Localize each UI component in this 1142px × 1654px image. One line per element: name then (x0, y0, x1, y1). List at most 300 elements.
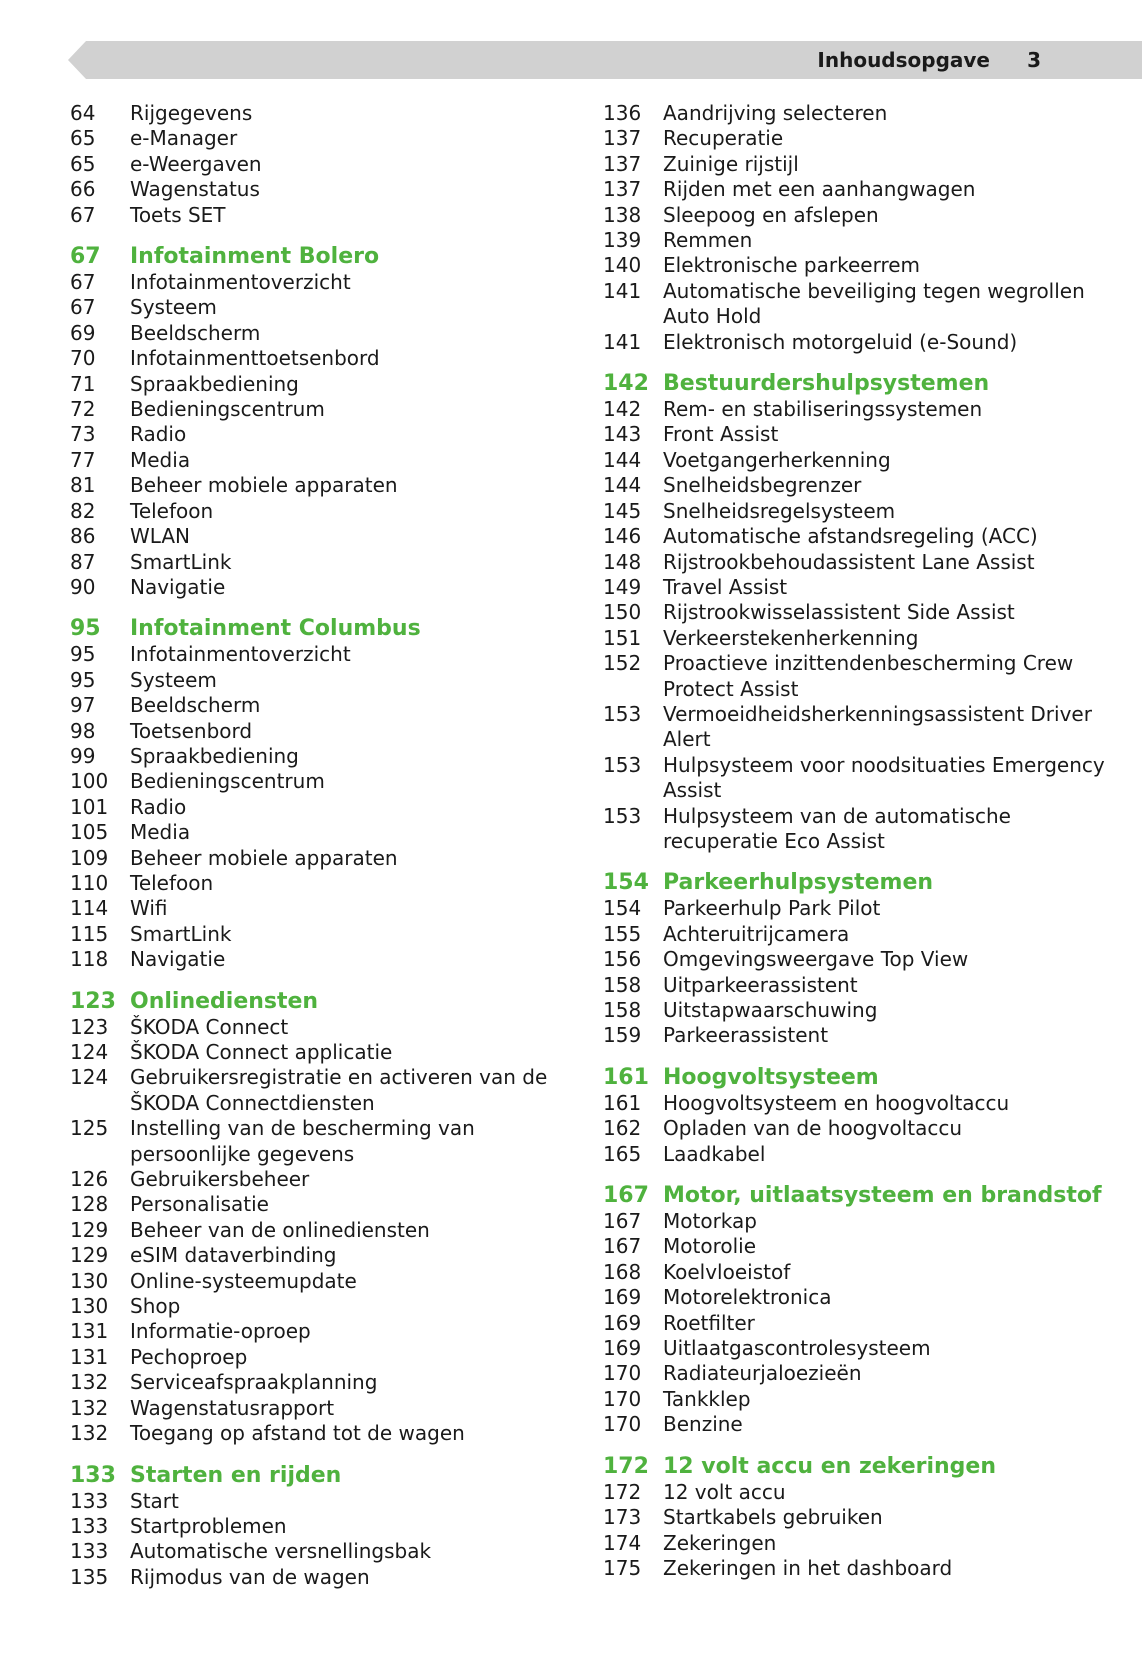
entry-page-number: 123 (70, 1014, 109, 1039)
entry-title: Toetsenbord (130, 718, 253, 743)
entry-page-number: 137 (603, 177, 642, 202)
entry-page-number: 140 (603, 253, 642, 278)
entry-title: Parkeerhulp Park Pilot (663, 896, 881, 921)
entry-page-number: 151 (603, 625, 642, 650)
toc-section-heading[interactable] (603, 1183, 1123, 1209)
entry-title: Media (130, 447, 191, 472)
toc-section-heading[interactable] (70, 1463, 570, 1489)
toc-entry[interactable] (603, 1209, 1123, 1234)
toc-entry[interactable] (70, 372, 570, 397)
entry-page-number: 174 (603, 1530, 642, 1555)
entry-page-number: 141 (603, 329, 642, 354)
toc-entry[interactable] (70, 1514, 570, 1539)
entry-page-number: 65 (70, 126, 96, 151)
toc-entry[interactable] (603, 279, 1123, 330)
entry-title: Bedieningscentrum (130, 769, 325, 794)
entry-title: Hoogvoltsysteem en hoogvoltaccu (663, 1090, 1010, 1115)
entry-page-number: 158 (603, 972, 642, 997)
section-title: Onlinediensten (130, 988, 319, 1014)
entry-title: Rem- en stabiliseringssystemen (663, 397, 983, 422)
toc-entry[interactable] (603, 1480, 1123, 1505)
entry-title: Gebruikersregistratie en activeren van de ŠKODA Connectdiensten (130, 1065, 548, 1115)
entry-page-number: 159 (603, 1023, 642, 1048)
toc-entry[interactable] (70, 1489, 570, 1514)
toc-entry[interactable] (603, 1091, 1123, 1116)
entry-title: Benzine (663, 1412, 743, 1437)
entry-title: Remmen (663, 228, 753, 253)
entry-title: Telefoon (130, 498, 214, 523)
section-page-number: 167 (603, 1183, 649, 1209)
entry-page-number: 71 (70, 371, 96, 396)
entry-title: Systeem (130, 295, 217, 320)
entry-title: Automatische beveiliging tegen wegrollen Auto Hold (663, 278, 1085, 329)
entry-page-number: 95 (70, 667, 96, 692)
entry-title: SmartLink (130, 921, 232, 946)
toc-entry[interactable] (603, 973, 1123, 998)
entry-title: 12 volt accu (663, 1479, 786, 1504)
toc-entry[interactable] (70, 101, 570, 126)
entry-title: Recuperatie (663, 126, 784, 151)
toc-entry[interactable] (70, 947, 570, 972)
entry-title: Opladen van de hoogvoltaccu (663, 1116, 963, 1141)
toc-entry[interactable] (70, 719, 570, 744)
entry-page-number: 170 (603, 1386, 642, 1411)
toc-left-column (70, 101, 570, 1590)
entry-title: Infotainmentoverzicht (130, 642, 351, 667)
toc-entry[interactable] (70, 820, 570, 845)
toc-entry[interactable] (70, 1539, 570, 1564)
section-title: Infotainment Bolero (130, 244, 380, 270)
entry-title: Proactieve inzittendenbescherming Crew Protect Assist (663, 651, 1074, 701)
toc-entry[interactable] (70, 922, 570, 947)
section-page-number: 67 (70, 244, 101, 270)
entry-page-number: 167 (603, 1209, 642, 1234)
entry-page-number: 109 (70, 845, 109, 870)
toc-entry[interactable] (603, 524, 1123, 549)
entry-title: Online-systeemupdate (130, 1268, 357, 1293)
entry-page-number: 158 (603, 998, 642, 1022)
entry-title: Verkeerstekenherkenning (663, 625, 919, 650)
entry-title: Personalisatie (130, 1192, 269, 1217)
entry-title: Beeldscherm (130, 320, 261, 345)
entry-page-number: 115 (70, 921, 109, 946)
entry-page-number: 64 (70, 101, 96, 125)
entry-page-number: 118 (70, 947, 109, 972)
toc-entry[interactable] (70, 499, 570, 524)
toc-entry[interactable] (70, 1040, 570, 1065)
page-number: 3 (1027, 48, 1041, 72)
toc-entry[interactable] (70, 744, 570, 769)
entry-page-number: 72 (70, 397, 96, 422)
toc-entry[interactable] (70, 1294, 570, 1319)
entry-page-number: 162 (603, 1116, 642, 1141)
entry-page-number: 95 (70, 642, 96, 667)
entry-page-number: 167 (603, 1234, 642, 1259)
entry-title: Beheer mobiele apparaten (130, 845, 398, 870)
toc-entry[interactable] (603, 1023, 1123, 1048)
toc-entry[interactable] (603, 804, 1123, 855)
entry-title: Shop (130, 1294, 181, 1319)
toc-section-heading[interactable] (603, 1454, 1123, 1480)
entry-page-number: 146 (603, 524, 642, 549)
toc-entry[interactable] (70, 1243, 570, 1268)
toc-entry[interactable] (70, 1421, 570, 1446)
entry-page-number: 136 (603, 101, 642, 125)
toc-entry[interactable] (603, 1336, 1123, 1361)
toc-entry[interactable] (70, 846, 570, 871)
toc-entry[interactable] (70, 1218, 570, 1243)
entry-page-number: 66 (70, 177, 96, 202)
entry-page-number: 150 (603, 600, 642, 625)
section-title: Hoogvoltsysteem (663, 1064, 879, 1090)
entry-page-number: 131 (70, 1319, 109, 1344)
toc-entry[interactable] (603, 550, 1123, 575)
entry-title: Voetgangerherkenning (663, 447, 891, 472)
entry-title: Spraakbediening (130, 743, 299, 768)
entry-page-number: 129 (70, 1217, 109, 1242)
entry-page-number: 149 (603, 574, 642, 599)
entry-title: Travel Assist (663, 574, 788, 599)
entry-title: Achteruitrijcamera (663, 921, 850, 946)
entry-page-number: 138 (603, 202, 642, 227)
entry-title: Uitlaatgascontrolesysteem (663, 1336, 931, 1361)
entry-page-number: 173 (603, 1505, 642, 1530)
entry-title: Zuinige rijstijl (663, 151, 799, 176)
toc-section-heading[interactable] (70, 989, 570, 1015)
entry-title: Beheer mobiele apparaten (130, 473, 398, 498)
entry-title: Uitstapwaarschuwing (663, 998, 878, 1022)
toc-entry[interactable] (70, 769, 570, 794)
entry-title: Spraakbediening (130, 371, 299, 396)
toc-entry[interactable] (70, 1116, 570, 1167)
toc-entry[interactable] (70, 321, 570, 346)
entry-title: Automatische versnellingsbak (130, 1539, 432, 1564)
toc-entry[interactable] (603, 101, 1123, 126)
toc-section-heading[interactable] (603, 371, 1123, 397)
entry-page-number: 129 (70, 1243, 109, 1268)
section-page-number: 123 (70, 988, 116, 1014)
entry-page-number: 105 (70, 820, 109, 845)
entry-page-number: 126 (70, 1167, 109, 1192)
toc-entry[interactable] (70, 871, 570, 896)
section-title: Bestuurdershulpsystemen (663, 371, 990, 397)
toc-entry[interactable] (70, 473, 570, 498)
entry-page-number: 124 (70, 1040, 109, 1064)
entry-title: SmartLink (130, 549, 232, 574)
entry-page-number: 137 (603, 126, 642, 151)
toc-entry[interactable] (603, 228, 1123, 253)
toc-entry[interactable] (70, 668, 570, 693)
entry-page-number: 67 (70, 295, 96, 320)
entry-title: Media (130, 820, 191, 845)
entry-page-number: 77 (70, 447, 96, 472)
toc-entry[interactable] (603, 575, 1123, 600)
toc-entry[interactable] (70, 1565, 570, 1590)
toc-entry[interactable] (603, 1311, 1123, 1336)
toc-entry[interactable] (70, 524, 570, 549)
entry-page-number: 144 (603, 447, 642, 472)
entry-title: Wagenstatusrapport (130, 1395, 335, 1420)
toc-entry[interactable] (70, 1192, 570, 1217)
toc-section-heading[interactable] (70, 244, 570, 270)
toc-entry[interactable] (70, 177, 570, 202)
entry-title: Motorolie (663, 1234, 757, 1259)
entry-title: Instelling van de bescherming van persoonlijke gegevens (130, 1116, 475, 1166)
entry-page-number: 133 (70, 1513, 109, 1538)
entry-title: Beheer van de onlinediensten (130, 1217, 430, 1242)
page-title: Inhoudsopgave (817, 48, 990, 72)
section-page-number: 161 (603, 1064, 649, 1090)
entry-title: Infotainmenttoetsenbord (130, 346, 380, 371)
entry-page-number: 169 (603, 1310, 642, 1335)
entry-title: Snelheidsregelsysteem (663, 498, 896, 523)
entry-page-number: 124 (70, 1065, 109, 1090)
toc-entry[interactable] (603, 473, 1123, 498)
entry-title: Motorkap (663, 1209, 757, 1234)
entry-title: Serviceafspraakplanning (130, 1370, 378, 1395)
entry-title: Bedieningscentrum (130, 397, 325, 422)
entry-page-number: 132 (70, 1395, 109, 1420)
entry-page-number: 155 (603, 921, 642, 946)
toc-entry[interactable] (603, 702, 1123, 753)
toc-entry[interactable] (603, 753, 1123, 804)
toc-entry[interactable] (603, 1142, 1123, 1167)
entry-page-number: 130 (70, 1268, 109, 1293)
toc-entry[interactable] (70, 1167, 570, 1192)
toc-entry[interactable] (603, 947, 1123, 972)
entry-page-number: 137 (603, 151, 642, 176)
entry-title: Omgevingsweergave Top View (663, 947, 969, 972)
toc-entry[interactable] (70, 1319, 570, 1344)
entry-page-number: 169 (603, 1336, 642, 1361)
entry-title: Zekeringen (663, 1530, 777, 1555)
toc-entry[interactable] (70, 896, 570, 921)
section-title: Infotainment Columbus (130, 616, 421, 642)
entry-title: Automatische afstandsregeling (ACC) (663, 524, 1038, 549)
entry-page-number: 175 (603, 1555, 642, 1580)
toc-entry[interactable] (70, 1396, 570, 1421)
entry-page-number: 169 (603, 1285, 642, 1310)
entry-page-number: 90 (70, 574, 96, 599)
entry-page-number: 70 (70, 346, 96, 371)
entry-title: Toegang op afstand tot de wagen (130, 1421, 465, 1446)
entry-title: Gebruikersbeheer (130, 1167, 310, 1192)
entry-page-number: 132 (70, 1421, 109, 1446)
toc-entry[interactable] (70, 1370, 570, 1395)
entry-page-number: 110 (70, 870, 109, 895)
toc-section-heading[interactable] (603, 1065, 1123, 1091)
toc-entry[interactable] (70, 126, 570, 151)
toc-entry[interactable] (603, 1260, 1123, 1285)
toc-entry[interactable] (70, 642, 570, 667)
toc-entry[interactable] (70, 550, 570, 575)
entry-title: Informatie-oproep (130, 1319, 311, 1344)
entry-title: Rijstrookwisselassistent Side Assist (663, 600, 1015, 625)
entry-title: Snelheidsbegrenzer (663, 473, 862, 498)
section-page-number: 154 (603, 870, 649, 896)
toc-entry[interactable] (70, 422, 570, 447)
toc-entry[interactable] (603, 152, 1123, 177)
toc-entry[interactable] (603, 896, 1123, 921)
entry-title: ŠKODA Connect applicatie (130, 1040, 393, 1064)
toc-entry[interactable] (70, 397, 570, 422)
section-title: 12 volt accu en zekeringen (663, 1453, 997, 1479)
entry-title: Uitparkeerassistent (663, 972, 858, 997)
entry-page-number: 161 (603, 1090, 642, 1115)
entry-page-number: 152 (603, 651, 642, 676)
toc-entry[interactable] (70, 203, 570, 228)
entry-page-number: 125 (70, 1116, 109, 1141)
toc-entry[interactable] (603, 422, 1123, 447)
toc-entry[interactable] (603, 397, 1123, 422)
entry-title: eSIM dataverbinding (130, 1243, 337, 1268)
entry-page-number: 67 (70, 270, 96, 295)
toc-entry[interactable] (70, 448, 570, 473)
entry-title: Rijgegevens (130, 101, 253, 125)
toc-entry[interactable] (603, 1116, 1123, 1141)
toc-entry[interactable] (603, 448, 1123, 473)
toc-entry[interactable] (603, 600, 1123, 625)
section-page-number: 172 (603, 1453, 649, 1479)
entry-page-number: 139 (603, 228, 642, 253)
entry-page-number: 135 (70, 1564, 109, 1589)
entry-title: Pechoproep (130, 1344, 248, 1369)
toc-entry[interactable] (70, 693, 570, 718)
entry-page-number: 133 (70, 1488, 109, 1513)
entry-title: Startkabels gebruiken (663, 1505, 883, 1530)
toc-entry[interactable] (603, 651, 1123, 702)
entry-page-number: 69 (70, 320, 96, 345)
entry-page-number: 165 (603, 1141, 642, 1166)
entry-title: WLAN (130, 524, 191, 549)
entry-title: Tankklep (663, 1386, 751, 1411)
section-page-number: 133 (70, 1462, 116, 1488)
entry-title: Radio (130, 794, 187, 819)
toc-entry[interactable] (603, 1412, 1123, 1437)
entry-title: Front Assist (663, 422, 779, 447)
entry-page-number: 131 (70, 1344, 109, 1369)
entry-page-number: 153 (603, 803, 642, 828)
toc-entry[interactable] (603, 1234, 1123, 1259)
entry-title: Parkeerassistent (663, 1023, 829, 1048)
entry-page-number: 168 (603, 1259, 642, 1284)
entry-title: Sleepoog en afslepen (663, 202, 879, 227)
entry-title: Navigatie (130, 947, 226, 972)
entry-page-number: 99 (70, 743, 96, 768)
entry-title: Startproblemen (130, 1513, 287, 1538)
entry-title: Hulpsysteem van de automatische recuperatie Eco Assist (663, 803, 1011, 853)
toc-entry[interactable] (70, 1269, 570, 1294)
entry-title: Aandrijving selecteren (663, 101, 888, 125)
entry-page-number: 143 (603, 422, 642, 447)
toc-entry[interactable] (603, 626, 1123, 651)
toc-entry[interactable] (70, 346, 570, 371)
toc-entry[interactable] (603, 177, 1123, 202)
entry-page-number: 67 (70, 202, 96, 227)
toc-section-heading[interactable] (70, 616, 570, 642)
entry-page-number: 97 (70, 693, 96, 718)
toc-entry[interactable] (603, 126, 1123, 151)
toc-entry[interactable] (603, 253, 1123, 278)
toc-right-column (603, 101, 1123, 1581)
entry-page-number: 81 (70, 473, 96, 498)
toc-entry[interactable] (70, 1345, 570, 1370)
section-page-number: 142 (603, 371, 649, 397)
entry-page-number: 141 (603, 278, 642, 303)
entry-title: Telefoon (130, 870, 214, 895)
entry-page-number: 148 (603, 549, 642, 574)
entry-page-number: 65 (70, 151, 96, 176)
entry-title: Rijstrookbehoudassistent Lane Assist (663, 549, 1035, 574)
section-title: Motor, uitlaatsysteem en brandstof (663, 1183, 1102, 1209)
entry-page-number: 82 (70, 498, 96, 523)
toc-entry[interactable] (603, 1556, 1123, 1581)
entry-title: ŠKODA Connect (130, 1014, 289, 1039)
entry-title: Infotainmentoverzicht (130, 270, 351, 295)
entry-title: Start (130, 1488, 179, 1513)
section-title: Parkeerhulpsystemen (663, 870, 934, 896)
toc-entry[interactable] (70, 1065, 570, 1116)
entry-page-number: 86 (70, 524, 96, 549)
entry-title: e-Weergaven (130, 151, 262, 176)
toc-entry[interactable] (603, 1531, 1123, 1556)
entry-title: Systeem (130, 667, 217, 692)
toc-entry[interactable] (603, 922, 1123, 947)
toc-entry[interactable] (70, 295, 570, 320)
entry-page-number: 156 (603, 947, 642, 972)
entry-title: Wagenstatus (130, 177, 260, 202)
entry-title: Koelvloeistof (663, 1259, 791, 1284)
toc-entry[interactable] (603, 203, 1123, 228)
entry-page-number: 170 (603, 1361, 642, 1386)
entry-title: Wifi (130, 896, 168, 921)
entry-title: Laadkabel (663, 1141, 766, 1166)
toc-entry[interactable] (603, 1387, 1123, 1412)
toc-entry[interactable] (603, 1361, 1123, 1386)
entry-title: Motorelektronica (663, 1285, 832, 1310)
entry-page-number: 100 (70, 769, 109, 794)
entry-title: Rijmodus van de wagen (130, 1564, 370, 1589)
toc-section-heading[interactable] (603, 870, 1123, 896)
entry-page-number: 154 (603, 896, 642, 921)
entry-page-number: 73 (70, 422, 96, 447)
entry-title: Hulpsysteem voor noodsituaties Emergency Assist (663, 752, 1105, 803)
toc-entry[interactable] (603, 499, 1123, 524)
toc-entry[interactable] (603, 998, 1123, 1023)
entry-page-number: 98 (70, 718, 96, 743)
entry-page-number: 114 (70, 896, 109, 921)
entry-page-number: 128 (70, 1192, 109, 1217)
entry-title: Rijden met een aanhangwagen (663, 177, 976, 202)
entry-title: Roetfilter (663, 1310, 755, 1335)
section-page-number: 95 (70, 616, 101, 642)
toc-entry[interactable] (70, 270, 570, 295)
entry-page-number: 170 (603, 1412, 642, 1437)
entry-page-number: 133 (70, 1539, 109, 1564)
toc-entry[interactable] (603, 1505, 1123, 1530)
toc-entry[interactable] (70, 152, 570, 177)
toc-entry[interactable] (70, 1015, 570, 1040)
toc-entry[interactable] (603, 330, 1123, 355)
toc-entry[interactable] (70, 795, 570, 820)
toc-entry[interactable] (603, 1285, 1123, 1310)
entry-title: Toets SET (130, 202, 226, 227)
entry-page-number: 142 (603, 397, 642, 422)
entry-page-number: 101 (70, 794, 109, 819)
entry-title: Elektronisch motorgeluid (e-Sound) (663, 329, 1018, 354)
toc-entry[interactable] (70, 575, 570, 600)
entry-title: Vermoeidheidsherkenningsassistent Driver Alert (663, 701, 1092, 752)
